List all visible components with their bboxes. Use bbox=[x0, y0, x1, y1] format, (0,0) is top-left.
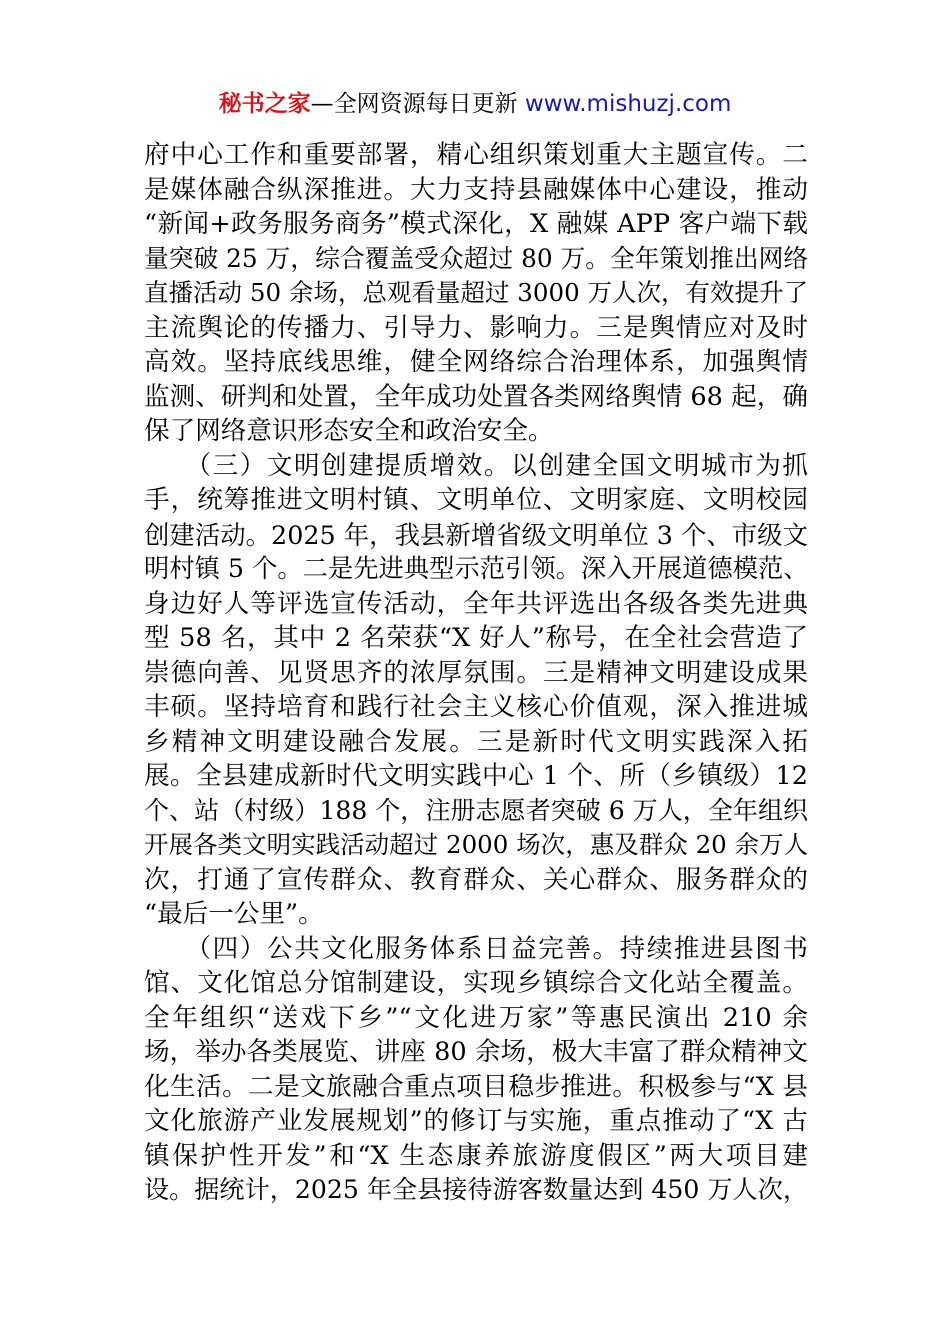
text-line: 镇保护性开发”和“X 生态康养旅游度假区”两大项目建 bbox=[144, 1140, 808, 1171]
page-header bbox=[0, 88, 950, 120]
text-line: “最后一公里”。 bbox=[144, 899, 324, 929]
text-line: 崇德向善、见贤思齐的浓厚氛围。三是精神文明建设成果 bbox=[144, 657, 808, 688]
header-brand: 秘书之家 bbox=[218, 91, 311, 117]
text-line: 化生活。二是文旅融合重点项目稳步推进。积极参与“X 县 bbox=[144, 1071, 808, 1102]
text-line: 乡精神文明建设融合发展。三是新时代文明实践深入拓 bbox=[144, 726, 808, 757]
header-url-link[interactable]: www.mishuzj.com bbox=[524, 91, 732, 117]
text-line: 全年组织“送戏下乡”“文化进万家”等惠民演出 210 余 bbox=[144, 1002, 808, 1033]
text-line: 型 58 名，其中 2 名荣获“X 好人”称号，在全社会营造了 bbox=[144, 623, 808, 653]
text-line: 文化旅游产业发展规划”的修订与实施，重点推动了“X 古 bbox=[144, 1106, 808, 1136]
text-line: 丰硕。坚持培育和践行社会主义核心价值观，深入推进城 bbox=[144, 692, 808, 722]
text-line: 次，打通了宣传群众、教育群众、关心群众、服务群众的 bbox=[144, 864, 808, 895]
text-line: 手，统筹推进文明村镇、文明单位、文明家庭、文明校园 bbox=[144, 485, 808, 515]
text-line: 身边好人等评选宣传活动，全年共评选出各级各类先进典 bbox=[144, 588, 808, 619]
text-line: 创建活动。2025 年，我县新增省级文明单位 3 个、市级文 bbox=[144, 519, 808, 550]
text-line: 场，举办各类展览、讲座 80 余场，极大丰富了群众精神文 bbox=[144, 1037, 808, 1067]
text-line: “新闻+政务服务商务”模式深化，X 融媒 APP 客户端下载 bbox=[144, 209, 808, 239]
section-heading-line: （三）文明创建提质增效。以创建全国文明城市为抓 bbox=[144, 450, 808, 481]
text-line: 个、站（村级）188 个，注册志愿者突破 6 万人，全年组织 bbox=[144, 795, 809, 825]
text-line: 馆、文化馆总分馆制建设，实现乡镇综合文化站全覆盖。 bbox=[144, 968, 808, 998]
text-line: 主流舆论的传播力、引导力、影响力。三是舆情应对及时 bbox=[144, 312, 808, 343]
text-line: 设。据统计，2025 年全县接待游客数量达到 450 万人次， bbox=[144, 1175, 808, 1204]
text-line: 展。全县建成新时代文明实践中心 1 个、所（乡镇级）12 bbox=[144, 761, 808, 791]
text-line: 监测、研判和处置，全年成功处置各类网络舆情 68 起，确 bbox=[144, 381, 808, 412]
section-heading-line: （四）公共文化服务体系日益完善。持续推进县图书 bbox=[144, 933, 808, 964]
text-line: 量突破 25 万，综合覆盖受众超过 80 万。全年策划推出网络 bbox=[144, 243, 809, 273]
text-line: 开展各类文明实践活动超过 2000 场次，惠及群众 20 余万人 bbox=[144, 830, 809, 859]
text-line: 明村镇 5 个。二是先进典型示范引领。深入开展道德模范、 bbox=[144, 554, 809, 583]
document-body bbox=[144, 138, 808, 1208]
header-slogan: —全网资源每日更新 bbox=[310, 91, 525, 117]
text-line: 保了网络意识形态安全和政治安全。 bbox=[144, 416, 554, 446]
text-line: 是媒体融合纵深推进。大力支持县融媒体中心建设，推动 bbox=[144, 174, 808, 205]
text-line: 高效。坚持底线思维，健全网络综合治理体系，加强舆情 bbox=[144, 347, 808, 377]
text-line: 直播活动 50 余场，总观看量超过 3000 万人次，有效提升了 bbox=[144, 278, 809, 307]
text-line: 府中心工作和重要部署，精心组织策划重大主题宣传。二 bbox=[144, 140, 808, 170]
